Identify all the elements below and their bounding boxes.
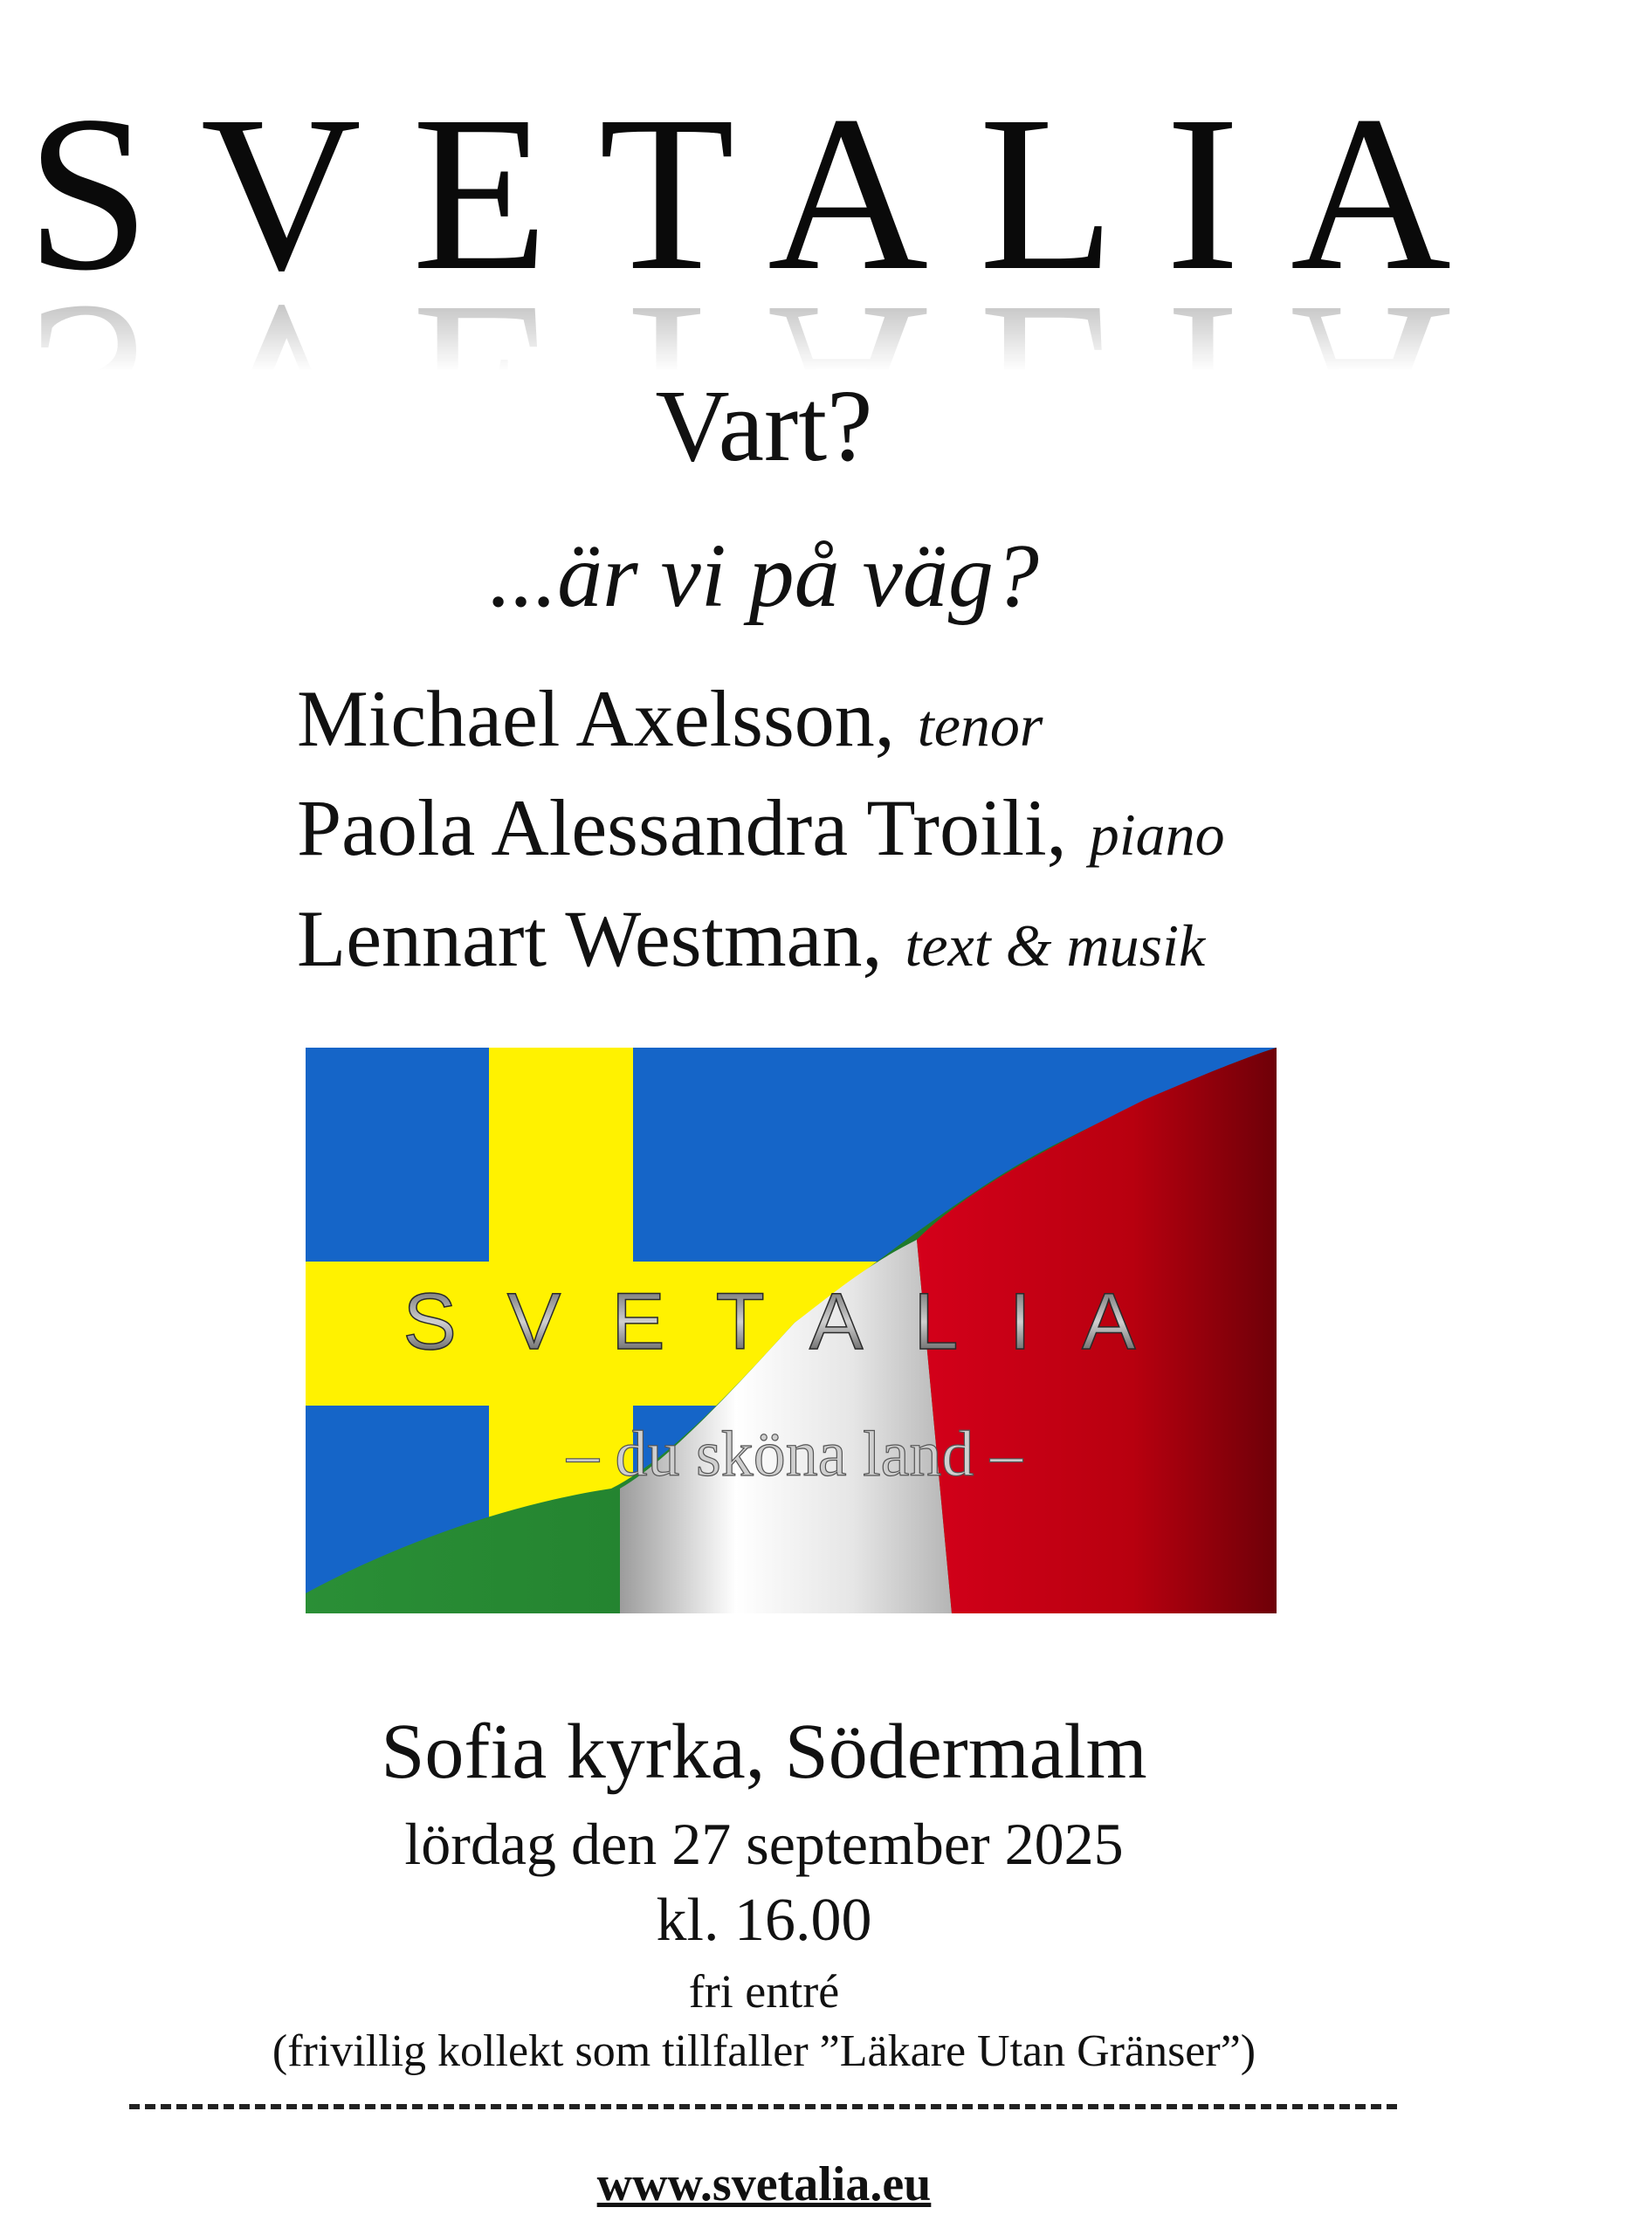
performer-1 [297,672,1043,765]
poster-title-block [0,71,1528,317]
performer-3 [297,892,1205,985]
performer-name: Michael Axelsson, [297,674,895,763]
dashed-divider [129,2104,1397,2109]
headline-subquestion: ...är vi på väg? [489,526,1039,626]
performer-role: text & musik [905,912,1206,979]
event-date: lördag den 27 september 2025 [404,1811,1124,1877]
performer-name: Lennart Westman, [297,894,883,983]
performer-role: tenor [917,692,1043,759]
flag-banner-image [306,1048,1277,1613]
performer-2 [297,781,1225,874]
collection-note: (frivillig kollekt som tillfaller ”Läkare Utan Gränser”) [272,2026,1256,2076]
performer-role: piano [1089,801,1225,868]
banner-subtitle: – du sköna land – [566,1419,1023,1490]
website-link[interactable]: www.svetalia.eu [596,2157,932,2211]
admission: fri entré [688,1965,840,2018]
performer-name: Paola Alessandra Troili, [297,783,1067,872]
venue: Sofia kyrka, Södermalm [381,1709,1147,1795]
poster-title: SVETALIA [25,71,1503,317]
banner-title: SVETALIA [403,1277,1187,1366]
event-time: kl. 16.00 [656,1887,872,1954]
headline-question: Vart? [655,368,873,483]
